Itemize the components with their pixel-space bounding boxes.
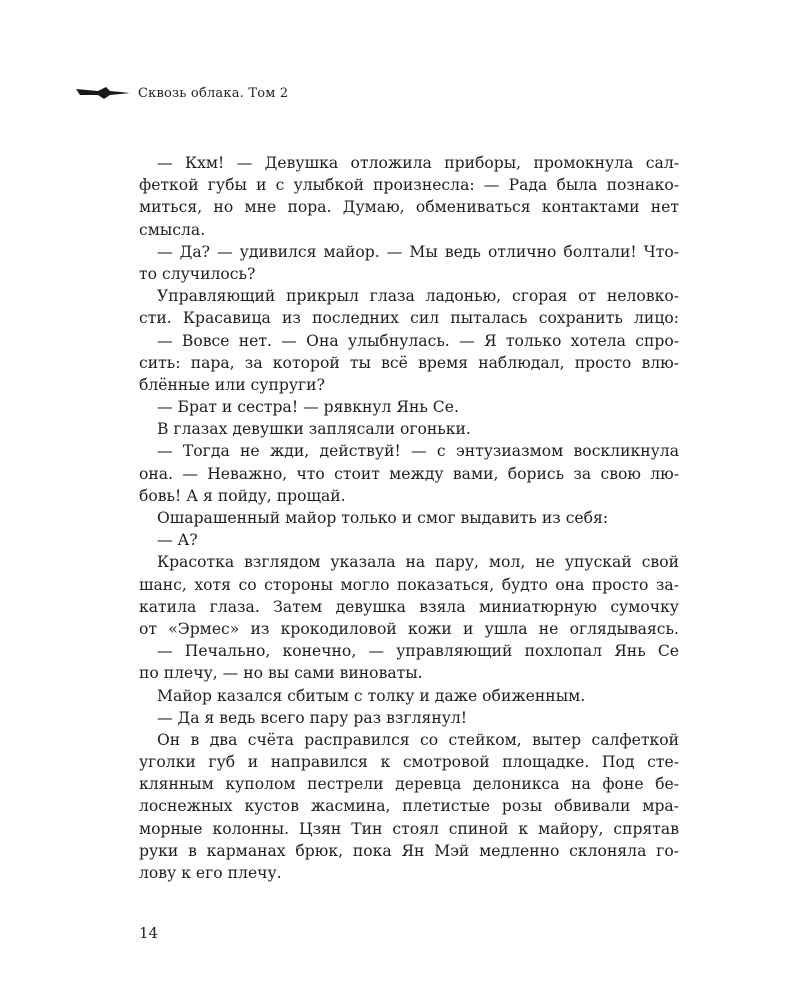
text-line: Красотка взглядом указала на пару, мол, не упускай свой <box>157 553 679 572</box>
text-line: В глазах девушки заплясали огоньки. <box>157 420 471 439</box>
text-line: сти. Красавица из последних сил пыталась сохранить лицо: <box>139 309 679 328</box>
text-line: по плечу, — но вы сами виноваты. <box>139 664 423 683</box>
text-line: Майор казался сбитым с толку и даже обиженным. <box>157 686 586 705</box>
text-line: — Тогда не жди, действуй! — с энтузиазмом воскликнула <box>157 442 679 461</box>
text-line: блённые или супруги? <box>139 375 325 394</box>
text-line: Он в два счёта расправился со стейком, вытер салфеткой <box>157 730 679 749</box>
text-line: она. — Неважно, что стоит между вами, борись за свою лю- <box>139 464 679 483</box>
bird-silhouette-icon <box>76 86 130 100</box>
text-line: миться, но мне пора. Думаю, обмениваться контактами нет <box>139 198 679 217</box>
text-line: морные колонны. Цзян Тин стоял спиной к майору, спрятав <box>139 819 679 838</box>
text-line: — Брат и сестра! — рявкнул Янь Се. <box>157 398 459 417</box>
text-line: лоснежных кустов жасмина, плетистые розы обвивали мра- <box>139 797 679 816</box>
text-line: Управляющий прикрыл глаза ладонью, сгорая от неловко- <box>157 287 679 306</box>
page-body <box>139 152 679 884</box>
page-number: 14 <box>139 924 159 942</box>
text-line: — А? <box>157 531 198 550</box>
running-header <box>76 84 288 102</box>
text-line: то случилось? <box>139 264 256 283</box>
text-line: — Да? — удивился майор. — Мы ведь отлично болтали! Что- <box>157 242 679 261</box>
text-line: — Печально, конечно, — управляющий похлопал Янь Се <box>157 642 679 661</box>
text-line: уголки губ и направился к смотровой площадке. Под сте- <box>139 753 679 772</box>
text-line: смысла. <box>139 220 206 239</box>
text-line: от «Эрмес» из крокодиловой кожи и ушла не оглядываясь. <box>139 619 679 638</box>
text-line: руки в карманах брюк, пока Ян Мэй медленно склоняла го- <box>139 841 679 860</box>
text-line: Ошарашенный майор только и смог выдавить из себя: <box>157 509 609 527</box>
book-title: Сквозь облака. Том 2 <box>138 85 289 101</box>
text-line: клянным куполом пестрели деревца делоникса на фоне бе- <box>139 775 679 794</box>
text-line: — Да я ведь всего пару раз взглянул! <box>157 708 468 727</box>
text-line: бовь! А я пойду, прощай. <box>139 486 346 505</box>
text-line: — Кхм! — Девушка отложила приборы, промокнула сал- <box>157 154 679 172</box>
text-line: феткой губы и с улыбкой произнесла: — Рада была познако- <box>139 176 679 195</box>
text-line: лову к его плечу. <box>139 864 282 882</box>
text-line: катила глаза. Затем девушка взяла миниатюрную сумочку <box>139 597 679 616</box>
text-line: сить: пара, за которой ты всё время наблюдал, просто влю- <box>139 353 679 372</box>
text-line: шанс, хотя со стороны могло показаться, будто она просто за- <box>139 575 679 594</box>
text-line: — Вовсе нет. — Она улыбнулась. — Я только хотела спро- <box>157 331 679 350</box>
